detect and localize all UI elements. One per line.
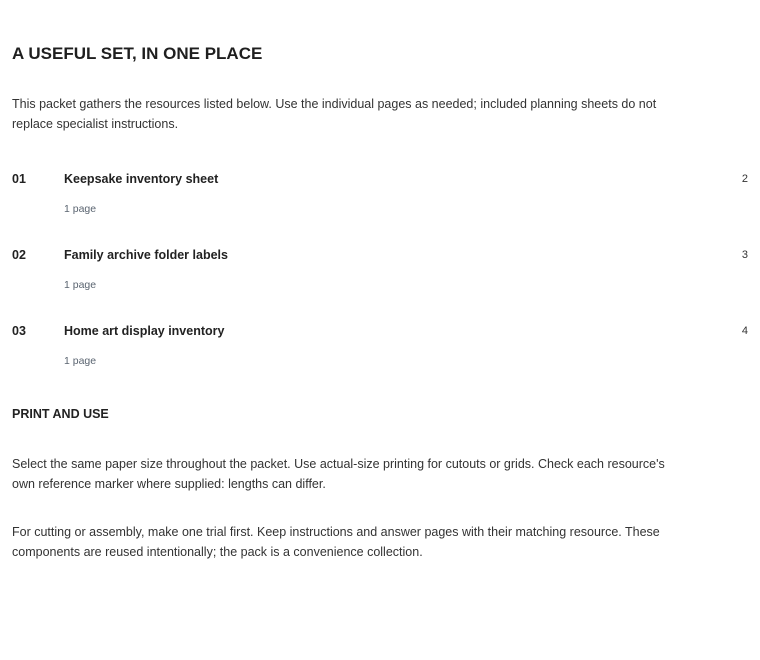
assembly-instructions-paragraph: For cutting or assembly, make one trial first. Keep instructions and answer pages with their matching resource. These components are reused intentionally; the pack is a convenience collection.: [12, 525, 660, 559]
print-and-use-heading: PRINT AND USE: [12, 407, 109, 421]
intro-paragraph: This packet gathers the resources listed below. Use the individual pages as needed; included planning sheets do not replace specialist instructions.: [12, 97, 657, 131]
entry-number: 01: [12, 172, 26, 186]
entry-number: 02: [12, 248, 26, 262]
entry-number: 03: [12, 324, 26, 338]
entry-page-count: 1 page: [64, 279, 97, 291]
entry-title: Home art display inventory: [64, 324, 225, 338]
contents-entry-art-display-inventory: [12, 322, 748, 398]
entry-page-count: 1 page: [64, 203, 97, 215]
entry-title: Keepsake inventory sheet: [64, 172, 219, 186]
entry-title: Family archive folder labels: [64, 248, 228, 262]
print-instructions-paragraph: Select the same paper size throughout the packet. Use actual-size printing for cutouts or grids. Check each resource's own reference marker where supplied: lengths can differ.: [12, 457, 665, 491]
entry-page-count: 1 page: [64, 355, 97, 367]
entry-page-reference: 2: [741, 173, 748, 185]
entry-page-reference: 4: [741, 325, 748, 337]
entry-page-reference: 3: [741, 249, 748, 261]
page-title: A USEFUL SET, IN ONE PLACE: [12, 44, 263, 63]
contents-list: [12, 170, 748, 398]
contents-entry-keepsake-inventory: [12, 170, 748, 246]
contents-entry-folder-labels: [12, 246, 748, 322]
